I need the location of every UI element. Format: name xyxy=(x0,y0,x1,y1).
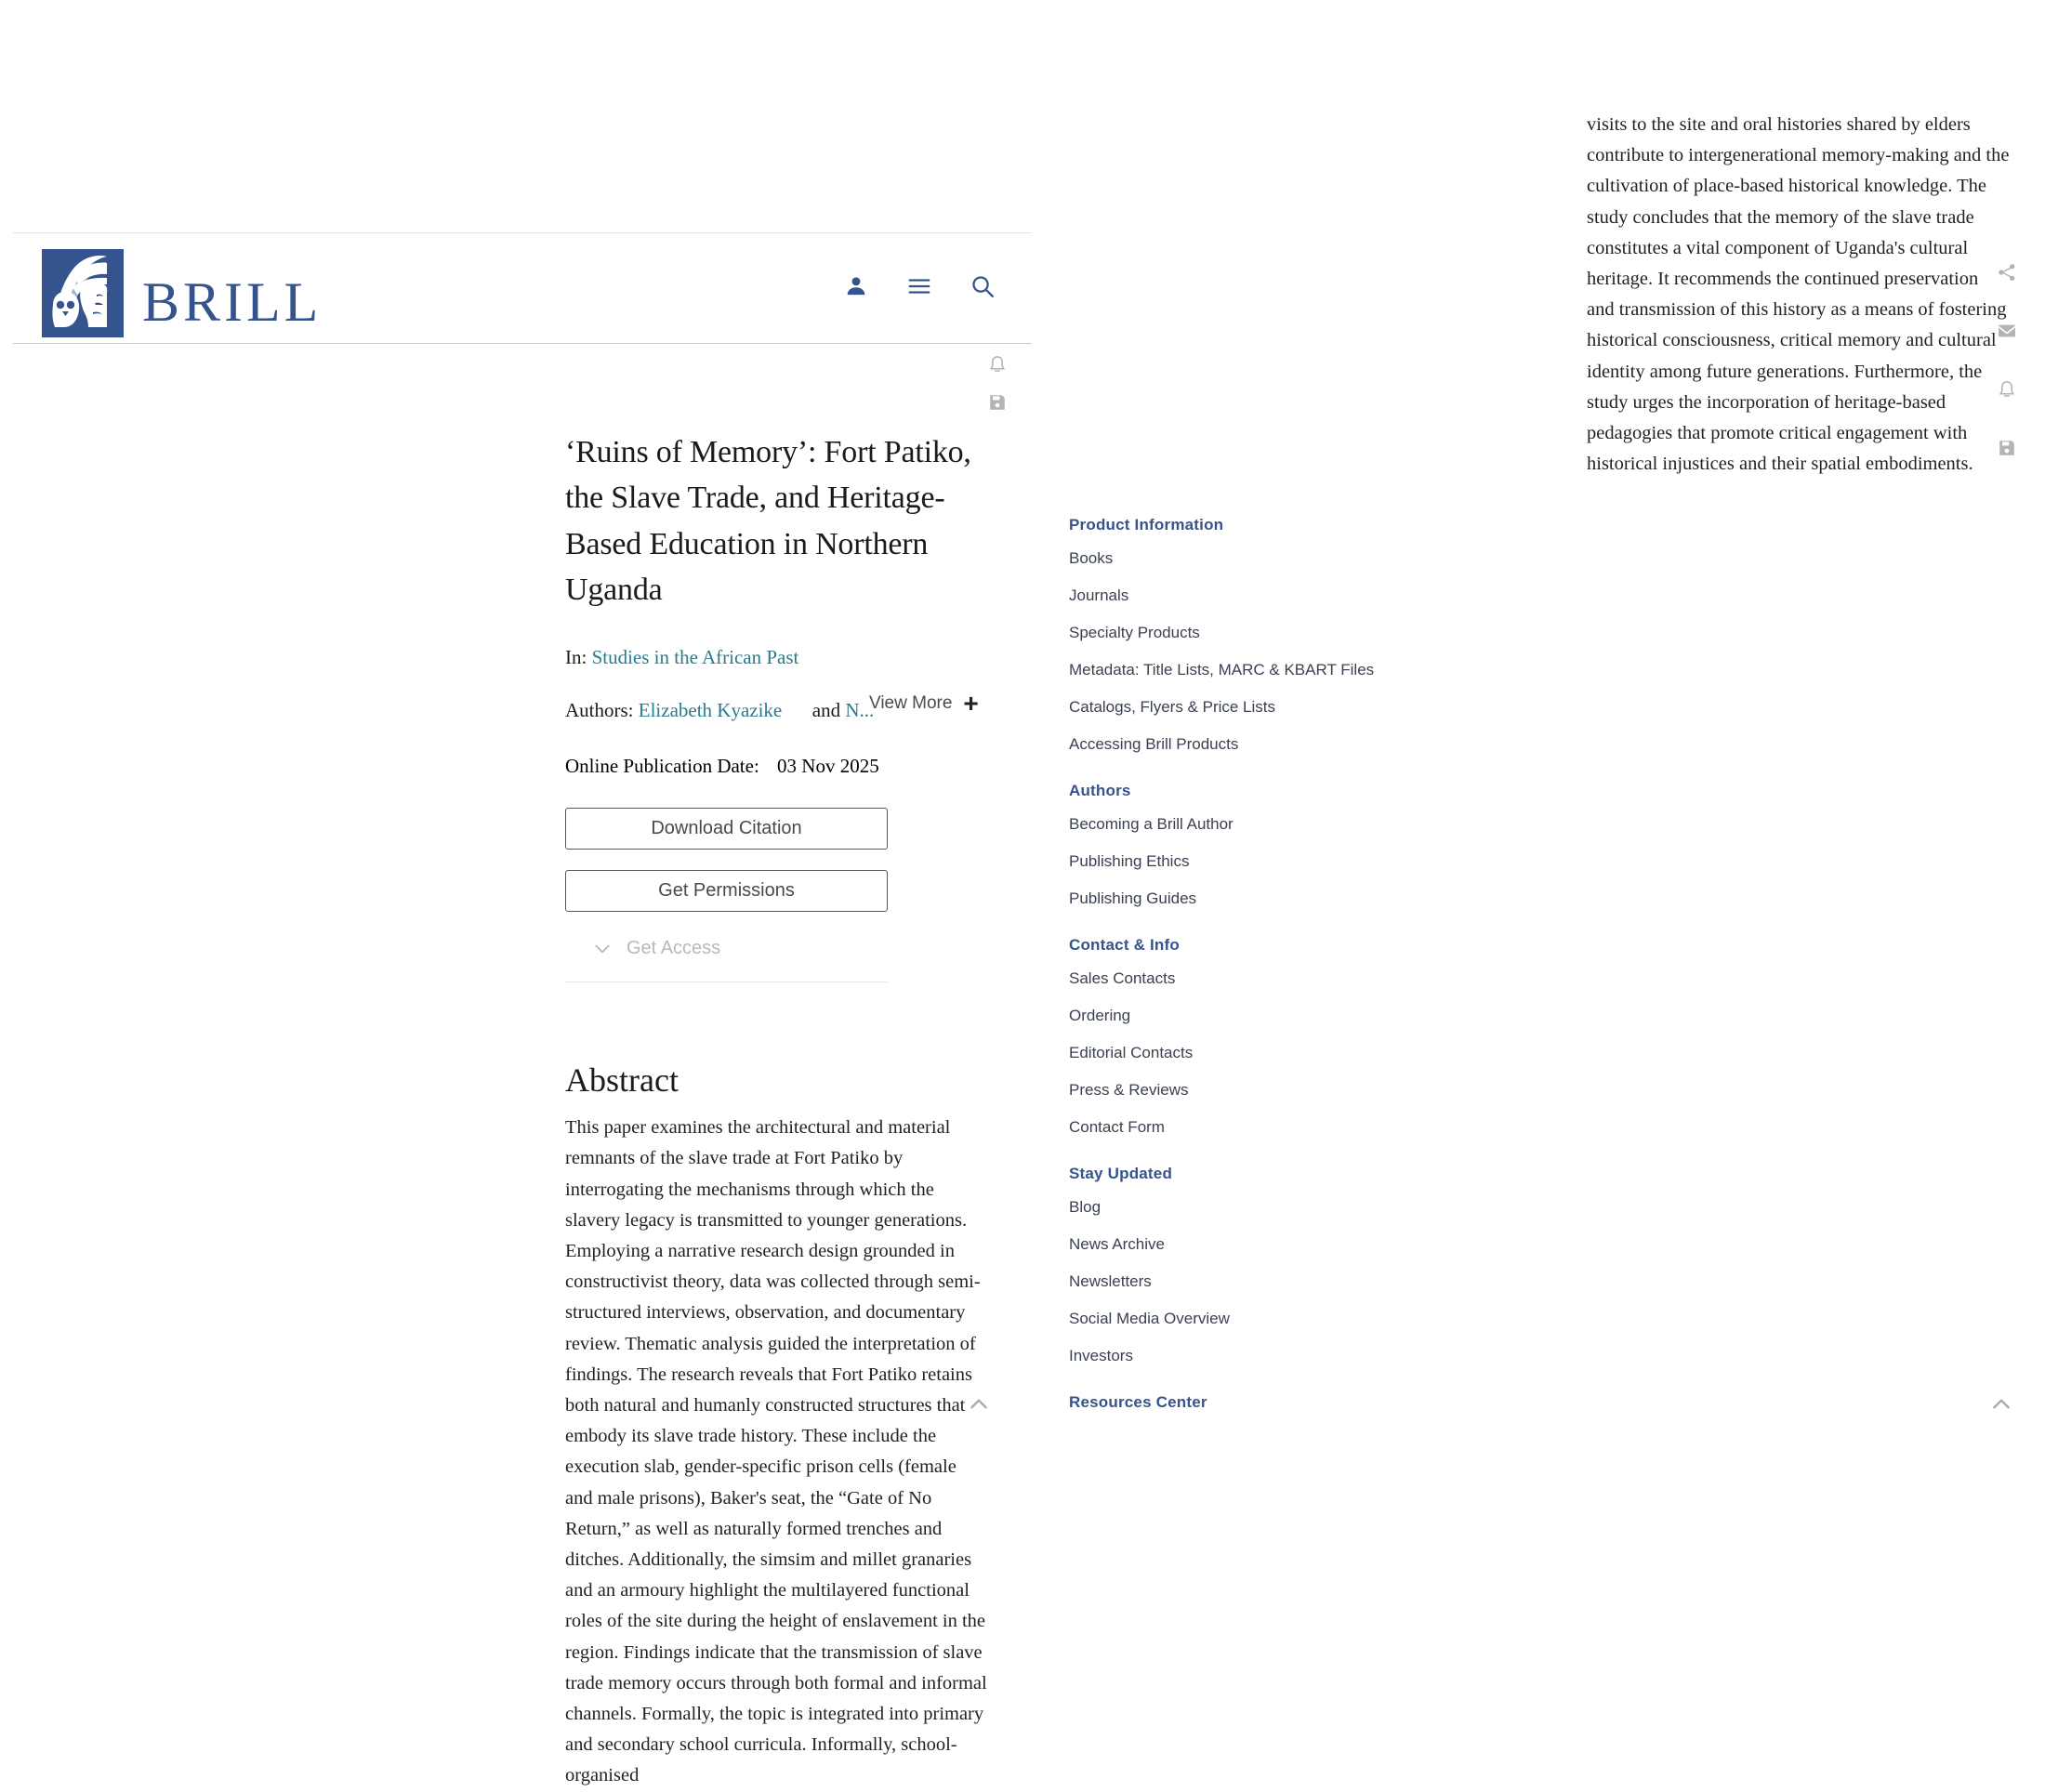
view-more-label: View More xyxy=(869,693,953,714)
get-permissions-button[interactable]: Get Permissions xyxy=(565,870,888,912)
authors-label: Authors: xyxy=(565,699,634,722)
bell-icon[interactable] xyxy=(1997,379,2017,400)
footer-link[interactable]: Journals xyxy=(1069,586,1129,604)
footer-group xyxy=(1069,936,1459,1137)
abstract-heading: Abstract xyxy=(565,1061,679,1100)
footer-group-title: Contact & Info xyxy=(1069,936,1180,954)
author-link-1[interactable]: Elizabeth Kyazike xyxy=(638,699,783,722)
footer-group-title: Product Information xyxy=(1069,516,1224,534)
menu-icon[interactable] xyxy=(907,274,931,298)
get-access-label: Get Access xyxy=(627,938,721,959)
footer-link[interactable]: Publishing Guides xyxy=(1069,889,1197,907)
email-icon[interactable] xyxy=(1997,321,2017,341)
author-link-2[interactable]: N... xyxy=(845,699,875,722)
footer-group xyxy=(1069,516,1459,754)
article-card xyxy=(13,232,1032,1792)
footer-link[interactable]: Contact Form xyxy=(1069,1118,1165,1136)
footer-link[interactable]: Press & Reviews xyxy=(1069,1081,1189,1099)
footer-group-title: Authors xyxy=(1069,782,1131,799)
header-tools xyxy=(844,274,995,298)
chevron-down-icon xyxy=(593,940,612,958)
article-body xyxy=(13,344,993,1792)
footer-link[interactable]: Editorial Contacts xyxy=(1069,1044,1194,1061)
footer-group-title: Stay Updated xyxy=(1069,1165,1173,1182)
abstract-continued-text: visits to the site and oral histories shared by elders contribute to intergenerational memory-making and the cultivation of place-based historical knowledge. The study concludes that the memory of the slave trade constitutes a vital component of Uganda's cultural heritage. It recommends the continued preservation and transmission of this history as a means of fostering historical consciousness, critical memory and cultural identity among future generations. Furthermore, the study urges the incorporation of heritage-based pedagogies that promote critical engagement with historical injustices and their spatial embodiments. xyxy=(1587,114,2010,475)
save-icon[interactable] xyxy=(987,392,1008,413)
page-collapse-chevron-up-icon[interactable] xyxy=(1989,1392,2013,1416)
footer-link[interactable]: Catalogs, Flyers & Price Lists xyxy=(1069,698,1276,716)
abstract-continuation-column xyxy=(1587,110,2010,480)
footer-navigation xyxy=(1069,516,1459,1427)
footer-link[interactable]: Sales Contacts xyxy=(1069,969,1176,987)
download-citation-button[interactable]: Download Citation xyxy=(565,808,888,850)
right-action-rail xyxy=(1997,262,2017,458)
in-label: In: xyxy=(565,646,587,669)
publication-date-label: Online Publication Date: xyxy=(565,755,759,778)
footer-link[interactable]: Newsletters xyxy=(1069,1272,1152,1290)
plus-icon: + xyxy=(963,689,979,718)
abstract-collapse-chevron-up-icon[interactable] xyxy=(967,1392,991,1416)
footer-link[interactable]: Accessing Brill Products xyxy=(1069,735,1239,753)
authors-row xyxy=(565,689,993,723)
footer-group xyxy=(1069,1165,1459,1365)
footer-group xyxy=(1069,782,1459,908)
left-action-rail xyxy=(987,354,1008,413)
save-icon[interactable] xyxy=(1997,438,2017,458)
get-access-toggle[interactable] xyxy=(565,938,888,959)
footer-link[interactable]: Metadata: Title Lists, MARC & KBART Files xyxy=(1069,661,1375,679)
bell-icon[interactable] xyxy=(987,354,1008,375)
site-header xyxy=(13,233,1032,344)
view-more-button[interactable] xyxy=(869,689,979,718)
footer-link[interactable]: Publishing Ethics xyxy=(1069,852,1190,870)
brand-logo[interactable] xyxy=(42,249,322,337)
share-icon[interactable] xyxy=(1997,262,2017,283)
footer-group-title[interactable]: Resources Center xyxy=(1069,1393,1207,1411)
footer-link[interactable]: Investors xyxy=(1069,1347,1133,1364)
footer-link[interactable]: Ordering xyxy=(1069,1007,1131,1024)
footer-link[interactable]: Social Media Overview xyxy=(1069,1310,1230,1327)
footer-link[interactable]: News Archive xyxy=(1069,1235,1165,1253)
footer-group xyxy=(1069,1393,1459,1412)
account-icon[interactable] xyxy=(844,274,868,298)
series-link[interactable]: Studies in the African Past xyxy=(591,646,799,669)
footer-link[interactable]: Specialty Products xyxy=(1069,624,1200,641)
page-title: ‘Ruins of Memory’: Fort Patiko, the Slave Trade, and Heritage-Based Education in Northern Uganda xyxy=(565,435,971,607)
footer-link[interactable]: Books xyxy=(1069,549,1114,567)
publication-date-row xyxy=(565,755,993,778)
series-row xyxy=(565,646,993,669)
abstract-text: This paper examines the architectural and material remnants of the slave trade at Fort Patiko by interrogating the mechanisms through which the slavery legacy is transmitted to younger generations. Employing a narrative research design grounded in constructivist theory, data was collected through semi-structured interviews, observation, and documentary review. Thematic analysis guided the interpretation of findings. The research reveals that Fort Patiko retains both natural and humanly constructed structures that embody its slave trade history. These include the execution slab, gender-specific prison cells (female and male prisons), Baker's seat, the “Gate of No Return,” as well as naturally formed trenches and ditches. Additionally, the simsim and millet granaries and an armoury highlight the multilayered functional roles of the site during the height of enslavement in the region. Findings indicate that the transmission of slave trade memory occurs through both formal and informal channels. Formally, the topic is integrated into primary and secondary school curricula. Informally, school-organised xyxy=(565,1117,987,1786)
footer-link[interactable]: Blog xyxy=(1069,1198,1102,1216)
footer-link[interactable]: Becoming a Brill Author xyxy=(1069,815,1234,833)
authors-conjunction: and xyxy=(811,699,841,722)
brand-wordmark: BRILL xyxy=(142,270,323,333)
brill-minerva-owl-logo-icon xyxy=(42,249,124,337)
publication-date-value: 03 Nov 2025 xyxy=(777,755,879,778)
search-icon[interactable] xyxy=(970,274,995,298)
